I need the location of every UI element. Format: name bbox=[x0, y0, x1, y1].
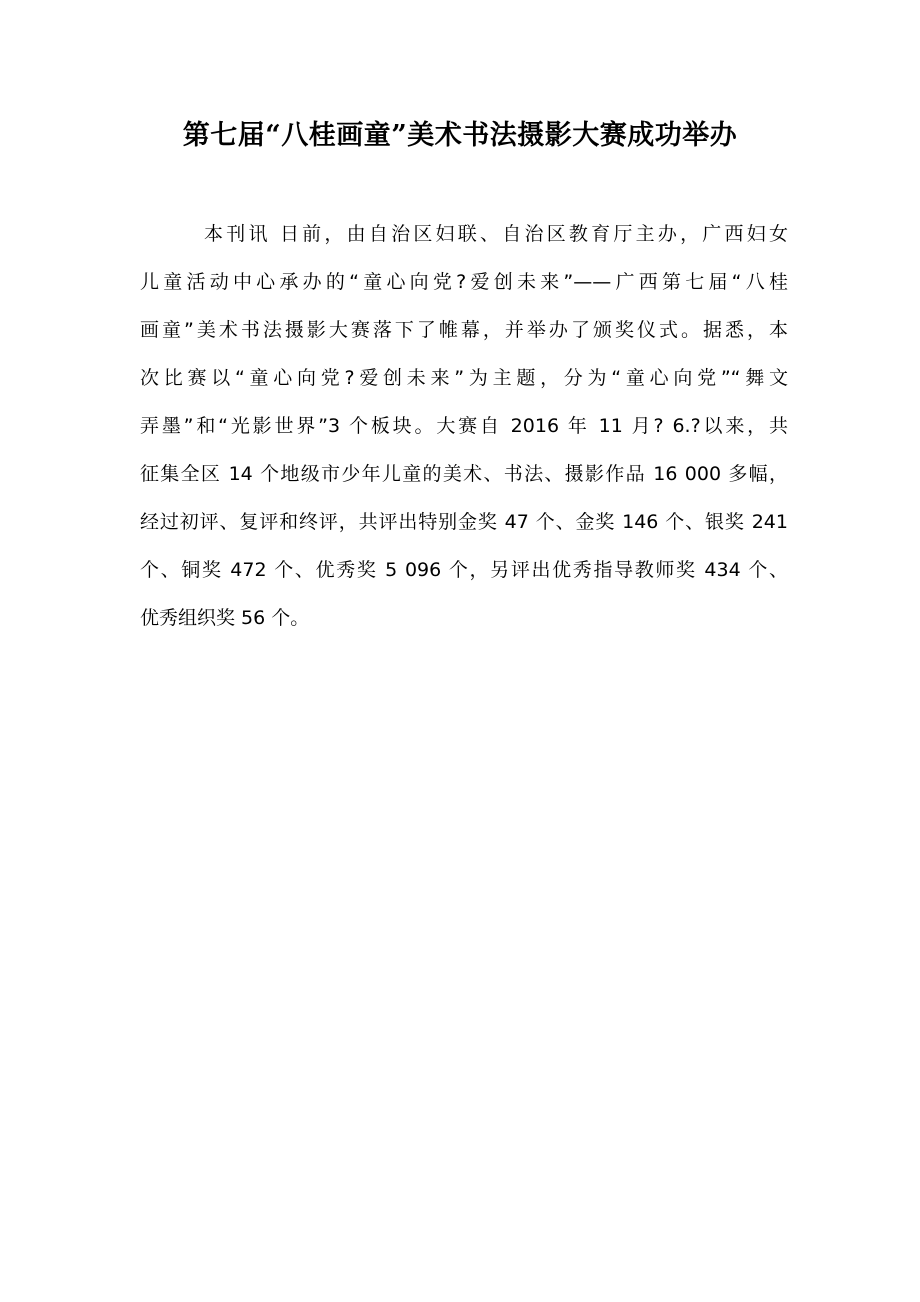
article-body bbox=[140, 210, 788, 642]
paragraph-line: 次比赛以“童心向党?爱创未来”为主题，分为“童心向党”“舞文 bbox=[140, 367, 788, 389]
paragraph-line: 本刊讯 日前，由自治区妇联、自治区教育厅主办，广西妇女 bbox=[204, 223, 788, 245]
paragraph-line: 弄墨”和“光影世界”3 个板块。大赛自 2016 年 11 月? 6.?以来，共 bbox=[140, 415, 788, 437]
paragraph-line: 征集全区 14 个地级市少年儿童的美术、书法、摄影作品 16 000 多幅， bbox=[140, 463, 788, 485]
paragraph-line: 优秀组织奖 56 个。 bbox=[140, 607, 310, 629]
paragraph-line: 经过初评、复评和终评，共评出特别金奖 47 个、金奖 146 个、银奖 241 bbox=[140, 511, 788, 533]
article-title: 第七届“八桂画童”美术书法摄影大赛成功举办 bbox=[182, 120, 738, 151]
article-paragraph bbox=[140, 210, 788, 642]
paragraph-line: 画童”美术书法摄影大赛落下了帷幕，并举办了颁奖仪式。据悉，本 bbox=[140, 319, 788, 341]
paragraph-line: 儿童活动中心承办的“童心向党?爱创未来”——广西第七届“八桂 bbox=[140, 271, 788, 293]
paragraph-line: 个、铜奖 472 个、优秀奖 5 096 个，另评出优秀指导教师奖 434 个、 bbox=[140, 559, 788, 581]
